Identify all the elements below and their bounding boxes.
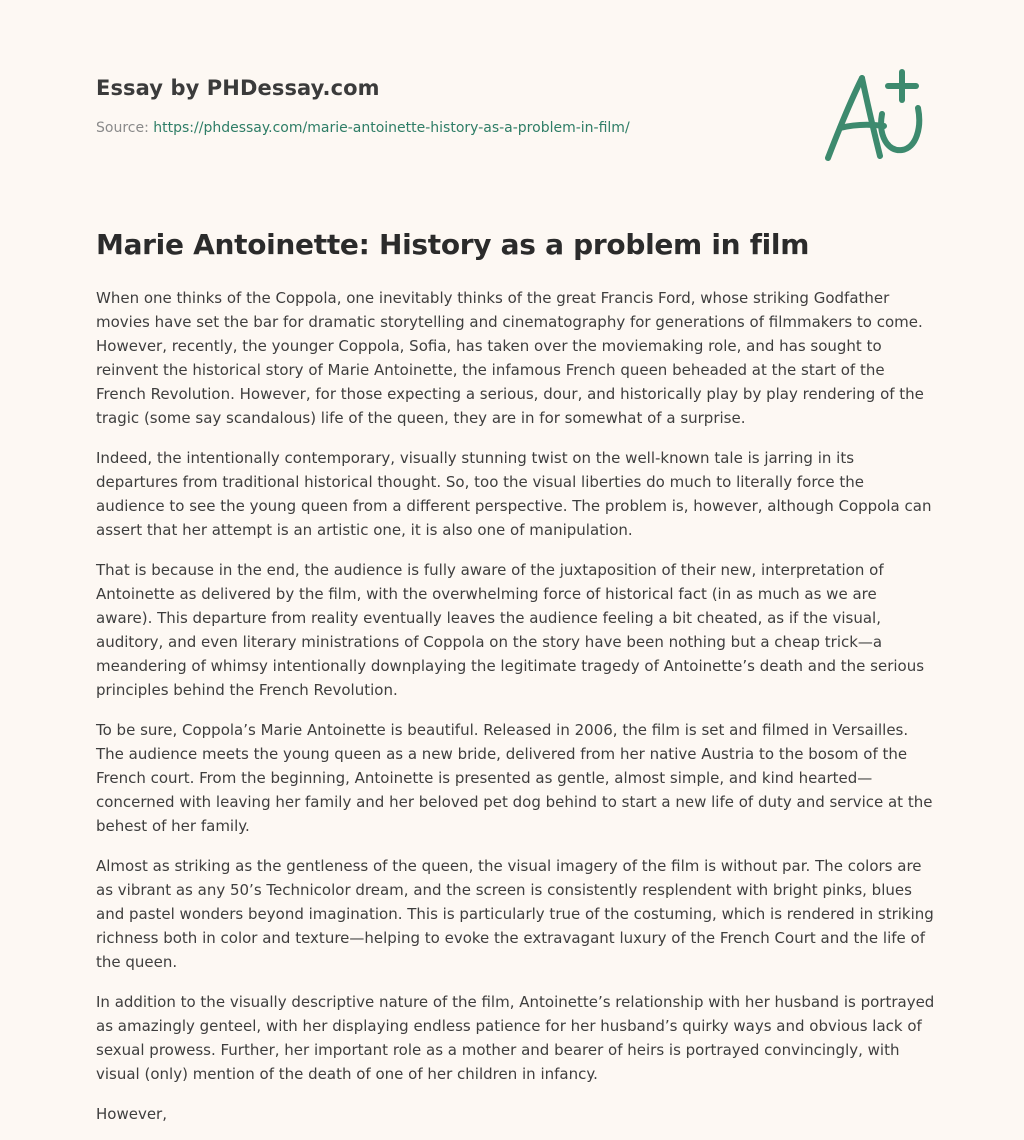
essay-body xyxy=(96,286,936,1140)
essay-title: Marie Antoinette: History as a problem in film xyxy=(96,228,810,261)
essay-paragraph: In addition to the visually descriptive nature of the film, Antoinette’s relationship with her husband is portrayed as amazingly genteel, with her displaying endless patience for her husband’s quirky ways and obvious lack of sexual prowess. Further, her important role as a mother and bearer of heirs is portrayed convincingly, with visual (only) mention of the death of one of her children in infancy. xyxy=(96,993,935,1083)
essay-paragraph: Almost as striking as the gentleness of the queen, the visual imagery of the film is without par. The colors are as vibrant as any 50’s Technicolor dream, and the screen is consistently resplendent with bright pinks, blues and pastel wonders beyond imagination. This is particularly true of the costuming, which is rendered in striking richness both in color and texture—helping to evoke the extravagant luxury of the French Court and the life of the queen. xyxy=(96,857,934,971)
source-label: Source: xyxy=(96,120,149,136)
brand-title: Essay by PHDessay.com xyxy=(96,76,380,100)
a-plus-grade-icon xyxy=(818,66,930,166)
essay-paragraph: When one thinks of the Coppola, one inevitably thinks of the great Francis Ford, whose striking Godfather movies have set the bar for dramatic storytelling and cinematography for generations of filmmakers to come. However, recently, the younger Coppola, Sofia, has taken over the moviemaking role, and has sought to reinvent the historical story of Marie Antoinette, the infamous French queen beheaded at the start of the French Revolution. However, for those expecting a serious, dour, and historically play by play rendering of the tragic (some say scandalous) life of the queen, they are in for somewhat of a surprise. xyxy=(96,289,924,427)
essay-paragraph: However, xyxy=(96,1105,167,1123)
essay-paragraph: To be sure, Coppola’s Marie Antoinette is beautiful. Released in 2006, the film is set and filmed in Versailles. The audience meets the young queen as a new bride, delivered from her native Austria to the bosom of the French court. From the beginning, Antoinette is presented as gentle, almost simple, and kind hearted—concerned with leaving her family and her beloved pet dog behind to start a new life of duty and service at the behest of her family. xyxy=(96,721,933,835)
page-header xyxy=(96,76,796,136)
source-line xyxy=(96,120,796,136)
essay-paragraph: That is because in the end, the audience is fully aware of the juxtaposition of their new, interpretation of Antoinette as delivered by the film, with the overwhelming force of historical fact (in as much as we are aware). This departure from reality eventually leaves the audience feeling a bit cheated, as if the visual, auditory, and even literary ministrations of Coppola on the story have been nothing but a cheap trick—a meandering of whimsy intentionally downplaying the legitimate tragedy of Antoinette’s death and the serious principles behind the French Revolution. xyxy=(96,561,925,699)
essay-paragraph: Indeed, the intentionally contemporary, visually stunning twist on the well-known tale is jarring in its departures from traditional historical thought. So, too the visual liberties do much to literally force the audience to see the young queen from a different perspective. The problem is, however, although Coppola can assert that her attempt is an artistic one, it is also one of manipulation. xyxy=(96,449,932,539)
source-link[interactable]: https://phdessay.com/marie-antoinette-history-as-a-problem-in-film/ xyxy=(153,120,630,136)
